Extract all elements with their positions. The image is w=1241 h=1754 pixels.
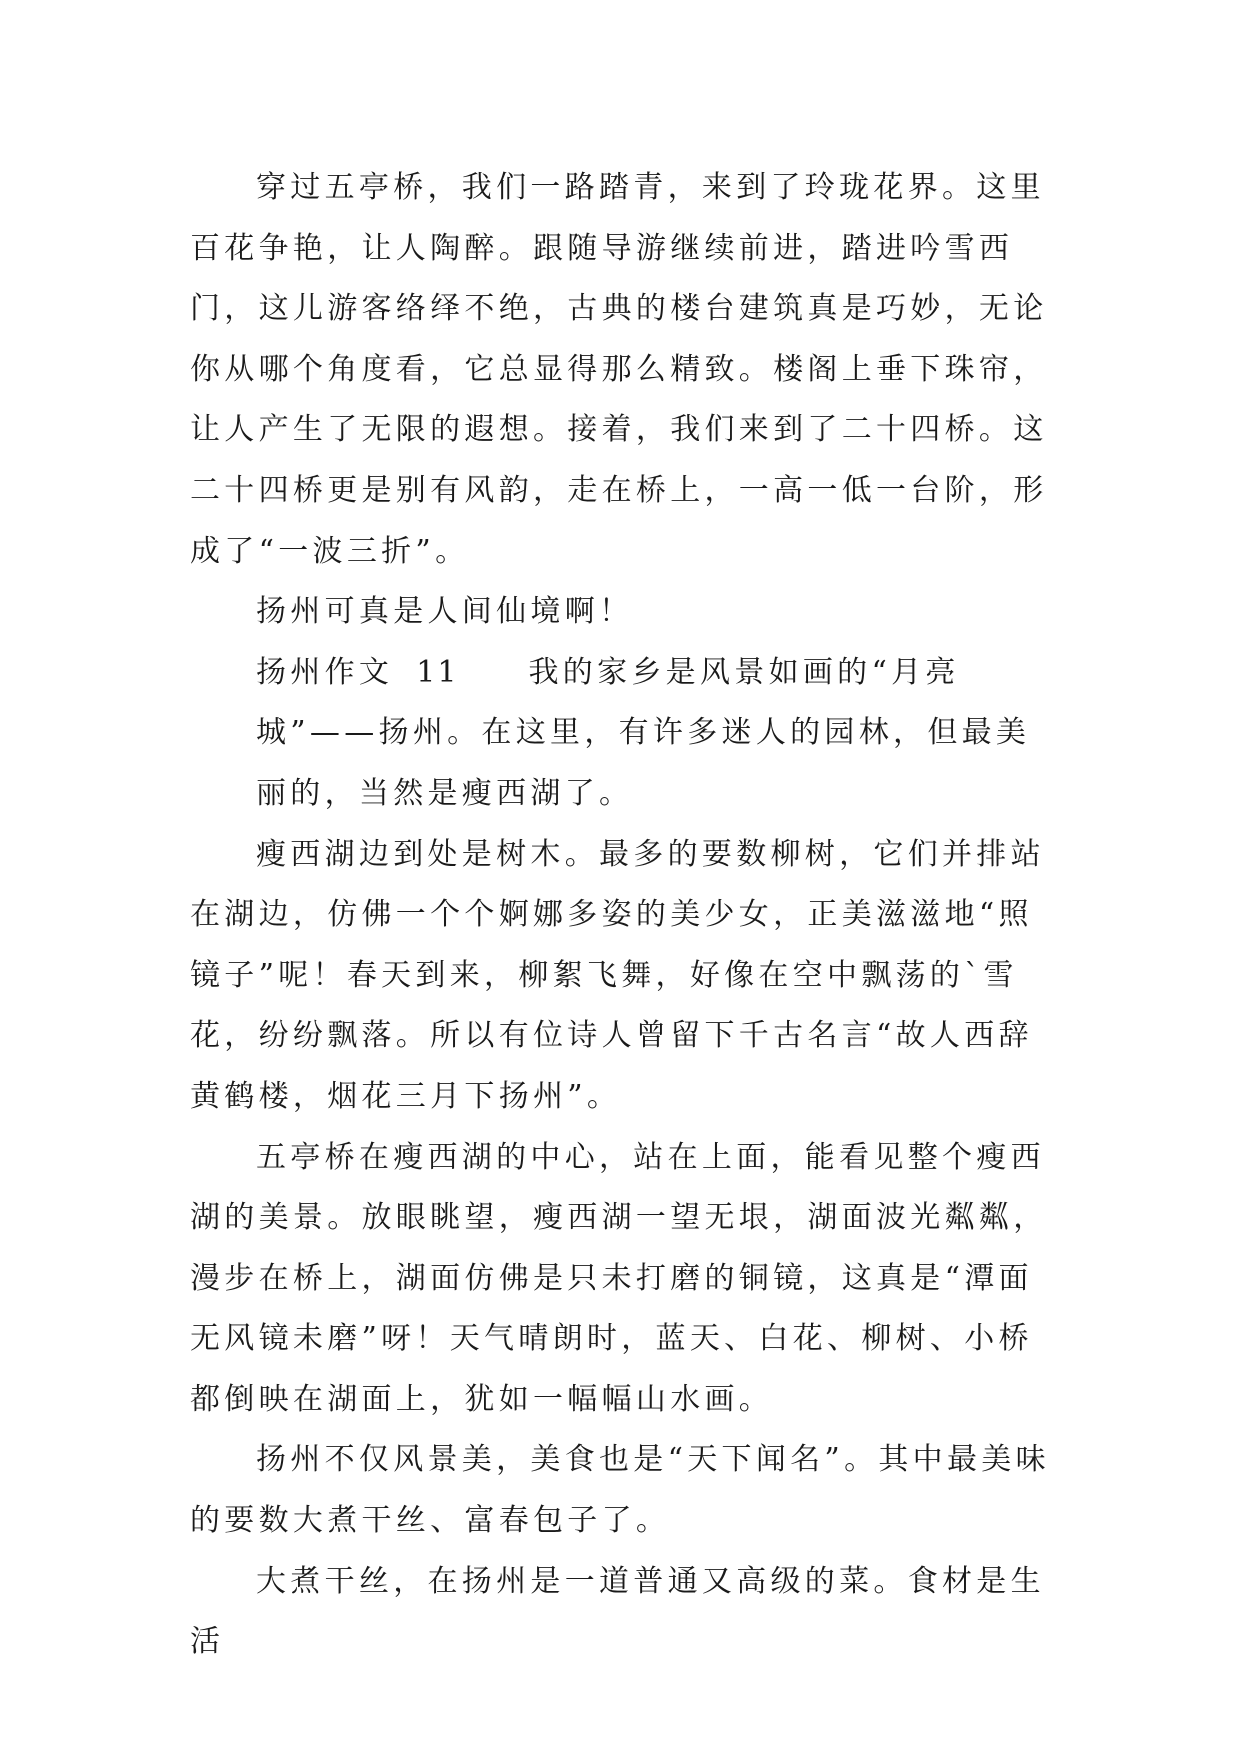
paragraph-willows: 瘦西湖边到处是树木。最多的要数柳树，它们并排站在湖边，仿佛一个个婀娜多姿的美少女，正美滋滋地“照镜子”呢！春天到来，柳絮飞舞，好像在空中飘荡的`雪花，纷纷飘落。所以有位诗人曾留下千古名言“故人西辞黄鹤楼，烟花三月下扬州”。 xyxy=(190,836,1045,1114)
paragraph-dried-tofu: 大煮干丝，在扬州是一道普通又高级的菜。食材是生活 xyxy=(190,1563,1045,1660)
section-intro-text: 我的家乡是风景如画的“月亮城”——扬州。在这里，有许多迷人的园林，但最美丽的，当然是瘦西湖了。 xyxy=(256,654,1031,811)
document-body xyxy=(190,158,1050,1673)
section-heading-number: 11 xyxy=(416,654,459,690)
paragraph-five-pavilion-bridge: 穿过五亭桥，我们一路踏青，来到了玲珑花界。这里百花争艳，让人陶醉。跟随导游继续前进，踏进吟雪西门，这儿游客络绎不绝，古典的楼台建筑真是巧妙，无论你从哪个角度看，它总显得那么精致。楼阁上垂下珠帘，让人产生了无限的遐想。接着，我们来到了二十四桥。这二十四桥更是别有风韵，走在桥上，一高一低一台阶，形成了“一波三折”。 xyxy=(190,170,1048,569)
paragraph-lake-view: 五亭桥在瘦西湖的中心，站在上面，能看见整个瘦西湖的美景。放眼眺望，瘦西湖一望无垠，湖面波光粼粼，漫步在桥上，湖面仿佛是只未打磨的铜镜，这真是“潭面无风镜未磨”呀！天气晴朗时，蓝天、白花、柳树、小桥都倒映在湖面上，犹如一幅幅山水画。 xyxy=(190,1139,1048,1417)
paragraph-yangzhou-fairyland: 扬州可真是人间仙境啊！ xyxy=(256,594,634,630)
section-heading-line xyxy=(190,643,1050,825)
section-heading-label: 扬州作文 xyxy=(256,654,394,690)
paragraph-food-intro: 扬州不仅风景美，美食也是“天下闻名”。其中最美味的要数大煮干丝、富春包子了。 xyxy=(190,1442,1050,1539)
